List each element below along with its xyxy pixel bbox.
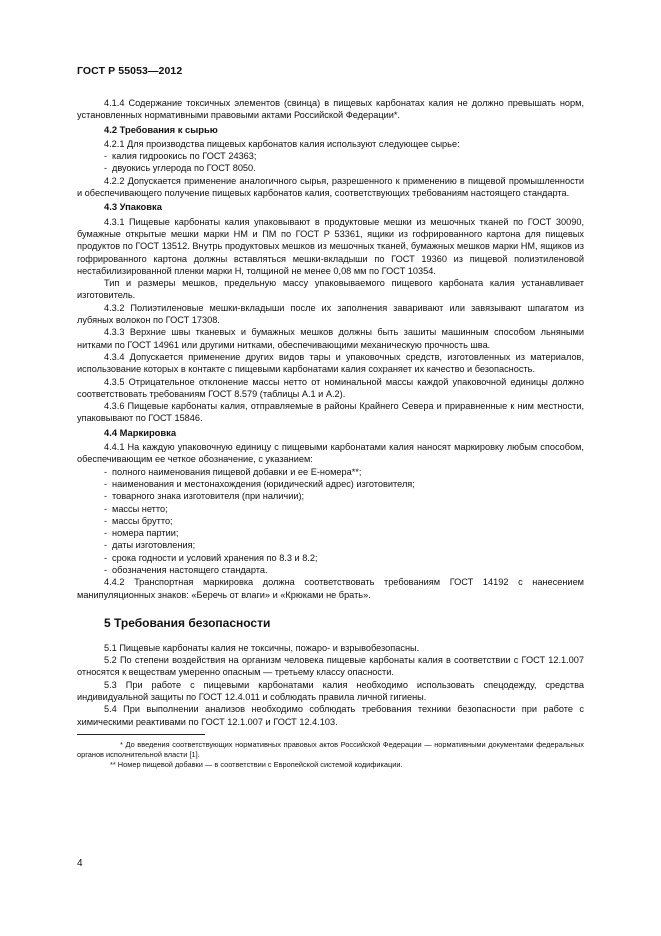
list-item: - полного наименования пищевой добавки и ее Е-номера**; xyxy=(104,466,362,477)
section-heading-5: 5 Требования безопасности xyxy=(104,615,271,630)
paragraph-4-2-1: 4.2.1 Для производства пищевых карбонатов калия используют следующее сырье: xyxy=(104,138,460,149)
paragraph-4-4-1: 4.4.1 На каждую упаковочную единицу с пищевыми карбонатами калия наносят маркировку любым способом, обеспечивающим ее четкое обозначение, с указанием: xyxy=(77,442,584,465)
list-item: - срока годности и условий хранения по 8.3 и 8.2; xyxy=(104,552,318,563)
footnote-1: * До введения соответствующих нормативных правовых актов Российской Федерации — нормативными документами федеральных органов исполнительной власти [1]. xyxy=(77,739,584,759)
paragraph-5-1: 5.1 Пищевые карбонаты калия не токсичны, пожаро- и взрывобезопасны. xyxy=(104,642,420,653)
list-item: - наименования и местонахождения (юридический адрес) изготовителя; xyxy=(104,478,415,489)
list-item: - обозначения настоящего стандарта. xyxy=(104,564,268,575)
footnote-divider xyxy=(77,734,205,735)
list-item: - калия гидроокись по ГОСТ 24363; xyxy=(104,151,257,162)
paragraph-4-3-4: 4.3.4 Допускается применение других видов тары и упаковочных средств, изготовленных из материалов, использование которых в контакте с пищевыми карбонатами калия сохраняет их качество и безопасность. xyxy=(77,351,584,375)
paragraph-4-1-4: 4.1.4 Содержание токсичных элементов (свинца) в пищевых карбонатах калия не должно превышать норм, установленных нормативными правовыми актами Российской Федерации*. xyxy=(77,98,584,121)
heading-4-3: 4.3 Упаковка xyxy=(104,201,162,213)
paragraph-4-3-1: 4.3.1 Пищевые карбонаты калия упаковывают в продуктовые мешки из мешочных тканей по ГОСТ 30090, бумажные открытые мешки марки НМ и ПМ по ГОСТ Р 53361, ящики из гофрированного картона для пищевых продуктов по ГОСТ 13512. Внутрь продуктовых мешков из мешочных тканей, бумажных мешков марки НМ, ящиков из гофрированного картона должны вставляться мешки-вкладыши по ГОСТ 19360 из пищевой полиэтиленовой нестабилизированной пленки марки Н, толщиной не менее 0,08 мм по ГОСТ 10354. xyxy=(77,216,584,276)
page-number: 4 xyxy=(77,858,83,869)
list-item: - даты изготовления; xyxy=(104,540,196,551)
paragraph-4-2-2: 4.2.2 Допускается применение аналогичного сырья, разрешенного к применению в пищевой промышленности и обеспечивающего получение пищевых карбонатов калия, соответствующих требованиям настоящего стандарта. xyxy=(77,175,584,199)
paragraph-5-3: 5.3 При работе с пищевыми карбонатами калия необходимо использовать спецодежду, средства индивидуальной защиты по ГОСТ 12.4.011 и соблюдать правила личной гигиены. xyxy=(77,679,584,703)
footnote-2: ** Номер пищевой добавки — в соответствии с Европейской системой кодификации. xyxy=(110,759,403,769)
list-item: - товарного знака изготовителя (при наличии); xyxy=(104,491,305,502)
paragraph-4-4-2: 4.4.2 Транспортная маркировка должна соответствовать требованиям ГОСТ 14192 с нанесением манипуляционных знаков: «Беречь от влаги» и «Крюками не брать». xyxy=(77,577,584,600)
paragraph-4-3-3: 4.3.3 Верхние швы тканевых и бумажных мешков должны быть зашиты машинным способом льняными нитками по ГОСТ 14961 или другими нитками, обеспечивающими механическую прочность шва. xyxy=(77,327,584,350)
paragraph-4-3-6: 4.3.6 Пищевые карбонаты калия, отправляемые в районы Крайнего Севера и приравненные к ним местности, упаковывают по ГОСТ 15846. xyxy=(77,401,584,424)
list-item: - номера партии; xyxy=(104,528,179,539)
paragraph-4-3-1-cont: Тип и размеры мешков, предельную массу упаковываемого пищевого карбоната калия устанавливает изготовитель. xyxy=(77,278,584,301)
paragraph-5-2: 5.2 По степени воздействия на организм человека пищевые карбонаты калия в соответствии с ГОСТ 12.1.007 относятся к веществам умеренно опасным — третьему классу опасности. xyxy=(77,655,584,678)
list-item: - двуокись углерода по ГОСТ 8050. xyxy=(104,163,256,174)
paragraph-5-4: 5.4 При выполнении анализов необходимо соблюдать требования техники безопасности при работе с химическими реактивами по ГОСТ 12.1.007 и ГОСТ 12.4.103. xyxy=(77,704,584,727)
list-item: - массы брутто; xyxy=(104,515,173,526)
list-item: - массы нетто; xyxy=(104,503,168,514)
paragraph-4-3-5: 4.3.5 Отрицательное отклонение массы нетто от номинальной массы каждой упаковочной единицы должно соответствовать требованиям ГОСТ 8.579 (таблицы А.1 и А.2). xyxy=(77,376,584,399)
heading-4-2: 4.2 Требования к сырью xyxy=(104,123,218,135)
heading-4-4: 4.4 Маркировка xyxy=(104,426,177,438)
page-header-standard-code: ГОСТ Р 55053—2012 xyxy=(77,65,183,77)
page-content xyxy=(77,97,584,770)
paragraph-4-3-2: 4.3.2 Полиэтиленовые мешки-вкладыши после их заполнения заваривают или завязывают шпагатом из лубяных волокон по ГОСТ 17308. xyxy=(77,302,584,326)
